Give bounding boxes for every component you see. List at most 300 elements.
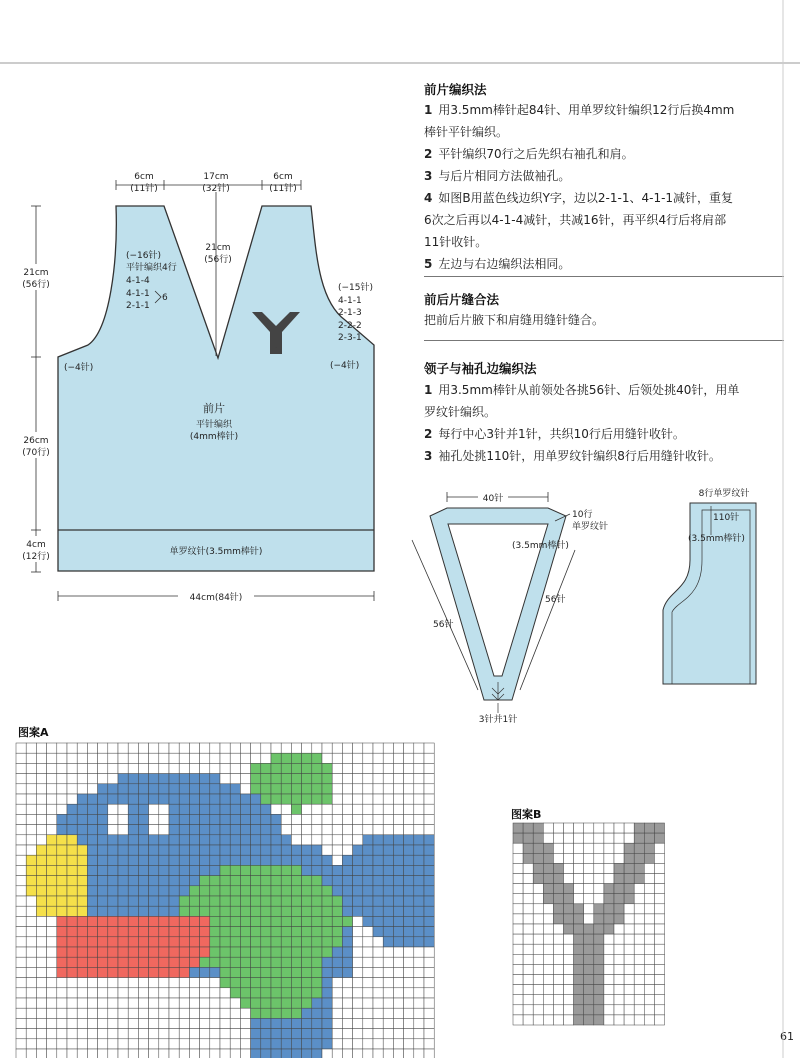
chart-cell [533, 964, 543, 974]
chart-cell [16, 774, 26, 784]
chart-cell [200, 794, 210, 804]
chart-cell [574, 833, 584, 843]
chart-cell [77, 825, 87, 835]
step-text: 平针编织70行之后先织右袖孔和肩。 [438, 147, 634, 161]
chart-cell [26, 774, 36, 784]
chart-cell [261, 998, 271, 1008]
chart-cell [189, 927, 199, 937]
chart-cell [383, 886, 393, 896]
chart-cell [383, 906, 393, 916]
chart-cell [220, 1049, 230, 1058]
chart-cell [149, 784, 159, 794]
chart-cell [108, 804, 118, 814]
chart-cell [353, 1049, 363, 1058]
chart-cell [424, 865, 434, 875]
chart-cell [261, 988, 271, 998]
chart-cell [261, 784, 271, 794]
chart-cell [36, 763, 46, 773]
chart-cell [553, 1015, 563, 1025]
chart-cell [523, 985, 533, 995]
chart-cell [353, 865, 363, 875]
chart-cell [118, 1039, 128, 1049]
chart-cell [302, 1018, 312, 1028]
chart-cell [230, 1018, 240, 1028]
chart-cell [26, 865, 36, 875]
chart-cell [624, 833, 634, 843]
chart-cell [624, 954, 634, 964]
chart-cell [240, 794, 250, 804]
chart-cell [98, 1008, 108, 1018]
chart-cell [159, 876, 169, 886]
chart-cell [118, 978, 128, 988]
chart-cell [220, 825, 230, 835]
chart-cell [644, 823, 654, 833]
chart-cell [342, 1049, 352, 1058]
chart-cell [424, 753, 434, 763]
chart-cell [98, 998, 108, 1008]
chart-cell [312, 1029, 322, 1039]
chart-cell [87, 978, 97, 988]
arm-dec-2: 2-1-3 [338, 308, 362, 318]
step-text: 左边与右边编织法相同。 [438, 257, 571, 271]
chart-cell [342, 774, 352, 784]
chart-cell [594, 924, 604, 934]
chart-cell [159, 927, 169, 937]
chart-cell [87, 763, 97, 773]
chart-cell [414, 865, 424, 875]
chart-cell [564, 863, 574, 873]
chart-cell [584, 863, 594, 873]
chart-cell [36, 865, 46, 875]
chart-cell [251, 906, 261, 916]
chart-cell [57, 886, 67, 896]
chart-cell [363, 916, 373, 926]
chart-cell [118, 1049, 128, 1058]
chart-cell [312, 947, 322, 957]
step-text: 袖孔处挑110针，用单罗纹针编织8行后用缝针收针。 [438, 449, 721, 463]
chart-cell [220, 957, 230, 967]
chart-cell [261, 927, 271, 937]
chart-cell [322, 1029, 332, 1039]
chart-cell [240, 855, 250, 865]
pattern-a-grid [16, 743, 434, 1058]
chart-cell [179, 855, 189, 865]
chart-cell [312, 998, 322, 1008]
chart-cell [36, 835, 46, 845]
chart-cell [604, 853, 614, 863]
chart-cell [240, 1008, 250, 1018]
chart-cell [342, 1008, 352, 1018]
chart-cell [77, 886, 87, 896]
chart-cell [251, 1008, 261, 1018]
chart-cell [332, 1018, 342, 1028]
chart-cell [118, 794, 128, 804]
left-arm-dec: (−4针) [64, 363, 94, 373]
chart-cell [302, 967, 312, 977]
chart-cell [523, 1005, 533, 1015]
chart-cell [634, 884, 644, 894]
chart-cell [312, 1018, 322, 1028]
chart-cell [414, 855, 424, 865]
chart-cell [118, 947, 128, 957]
chart-cell [128, 855, 138, 865]
chart-cell [312, 876, 322, 886]
chart-cell [251, 804, 261, 814]
chart-cell [291, 753, 301, 763]
chart-cell [594, 843, 604, 853]
chart-cell [624, 914, 634, 924]
chart-cell [654, 843, 664, 853]
chart-cell [302, 988, 312, 998]
chart-cell [159, 978, 169, 988]
chart-cell [342, 784, 352, 794]
chart-cell [533, 1005, 543, 1015]
chart-cell [138, 835, 148, 845]
chart-cell [322, 855, 332, 865]
chart-cell [138, 804, 148, 814]
chart-cell [261, 896, 271, 906]
chart-cell [36, 896, 46, 906]
chart-cell [291, 1008, 301, 1018]
chart-cell [543, 833, 553, 843]
chart-cell [271, 916, 281, 926]
chart-cell [414, 1049, 424, 1058]
chart-cell [363, 845, 373, 855]
neck-dec-2: 4-1-4 [126, 276, 150, 286]
chart-cell [291, 927, 301, 937]
chart-cell [302, 998, 312, 1008]
chart-cell [149, 896, 159, 906]
chart-cell [332, 988, 342, 998]
chart-cell [634, 863, 644, 873]
chart-cell [169, 845, 179, 855]
chart-cell [36, 855, 46, 865]
chart-cell [57, 967, 67, 977]
chart-cell [543, 934, 553, 944]
chart-cell [363, 886, 373, 896]
chart-cell [261, 886, 271, 896]
chart-cell [169, 998, 179, 1008]
chart-cell [353, 855, 363, 865]
chart-cell [353, 916, 363, 926]
chart-cell [281, 947, 291, 957]
chart-cell [312, 865, 322, 875]
chart-cell [353, 774, 363, 784]
chart-cell [200, 814, 210, 824]
step-text-cont: 罗纹针编织。 [424, 405, 497, 419]
chart-cell [128, 967, 138, 977]
chart-cell [128, 988, 138, 998]
chart-cell [624, 995, 634, 1005]
chart-cell [624, 874, 634, 884]
chart-cell [230, 855, 240, 865]
chart-cell [159, 794, 169, 804]
chart-cell [373, 784, 383, 794]
chart-cell [179, 927, 189, 937]
chart-cell [138, 906, 148, 916]
chart-cell [342, 763, 352, 773]
chart-cell [281, 886, 291, 896]
chart-cell [87, 855, 97, 865]
chart-cell [210, 927, 220, 937]
chart-cell [200, 1039, 210, 1049]
chart-cell [138, 916, 148, 926]
chart-cell [16, 845, 26, 855]
chart-cell [128, 937, 138, 947]
chart-cell [230, 845, 240, 855]
chart-cell [322, 825, 332, 835]
chart-cell [159, 763, 169, 773]
step-text: 用3.5mm棒针起84针、用单罗纹针编织12行后换4mm [438, 103, 735, 117]
chart-cell [312, 794, 322, 804]
chart-cell [230, 947, 240, 957]
chart-cell [57, 814, 67, 824]
chart-cell [179, 1049, 189, 1058]
chart-cell [16, 804, 26, 814]
chart-cell [261, 1018, 271, 1028]
chart-cell [240, 763, 250, 773]
chart-cell [36, 774, 46, 784]
chart-cell [149, 814, 159, 824]
chart-cell [624, 823, 634, 833]
chart-cell [614, 944, 624, 954]
chart-cell [240, 845, 250, 855]
chart-cell [108, 784, 118, 794]
chart-cell [353, 753, 363, 763]
chart-cell [179, 1008, 189, 1018]
chart-cell [98, 774, 108, 784]
chart-cell [98, 804, 108, 814]
chart-cell [363, 1008, 373, 1018]
chart-cell [393, 957, 403, 967]
chart-cell [281, 957, 291, 967]
chart-cell [654, 904, 664, 914]
chart-cell [261, 865, 271, 875]
chart-cell [342, 937, 352, 947]
chart-cell [16, 825, 26, 835]
chart-cell [363, 835, 373, 845]
chart-cell [179, 896, 189, 906]
chart-cell [67, 988, 77, 998]
chart-cell [230, 814, 240, 824]
chart-cell [404, 927, 414, 937]
chart-cell [654, 1015, 664, 1025]
chart-cell [543, 904, 553, 914]
chart-cell [533, 874, 543, 884]
chart-cell [513, 874, 523, 884]
chart-cell [281, 927, 291, 937]
chart-cell [230, 804, 240, 814]
chart-cell [179, 804, 189, 814]
chart-cell [312, 763, 322, 773]
chart-cell [210, 814, 220, 824]
chart-cell [404, 743, 414, 753]
chart-cell [47, 967, 57, 977]
chart-cell [332, 753, 342, 763]
chart-cell [77, 1039, 87, 1049]
chart-cell [393, 763, 403, 773]
left-h1-st: (56行) [22, 280, 50, 290]
front-method-title: 前片编织法 [424, 82, 487, 97]
chart-cell [654, 894, 664, 904]
chart-cell [210, 998, 220, 1008]
chart-cell [210, 1039, 220, 1049]
chart-cell [553, 884, 563, 894]
chart-cell [393, 865, 403, 875]
chart-cell [169, 988, 179, 998]
chart-cell [251, 835, 261, 845]
chart-cell [57, 804, 67, 814]
chart-cell [169, 1049, 179, 1058]
chart-cell [291, 774, 301, 784]
chart-cell [189, 876, 199, 886]
chart-cell [302, 957, 312, 967]
chart-cell [353, 967, 363, 977]
chart-cell [342, 825, 352, 835]
chart-cell [179, 886, 189, 896]
chart-cell [159, 784, 169, 794]
chart-cell [383, 753, 393, 763]
chart-cell [414, 814, 424, 824]
chart-cell [67, 1029, 77, 1039]
chart-cell [543, 894, 553, 904]
chart-cell [118, 763, 128, 773]
chart-cell [169, 763, 179, 773]
chart-cell [634, 964, 644, 974]
chart-cell [179, 978, 189, 988]
chart-cell [393, 947, 403, 957]
chart-cell [179, 845, 189, 855]
chart-cell [291, 967, 301, 977]
arm-dec-0: (−15针) [338, 283, 374, 293]
chart-cell [26, 916, 36, 926]
chart-cell [220, 784, 230, 794]
chart-cell [251, 743, 261, 753]
chart-cell [564, 884, 574, 894]
chart-cell [77, 896, 87, 906]
chart-cell [26, 1008, 36, 1018]
chart-cell [77, 763, 87, 773]
chart-cell [322, 763, 332, 773]
chart-cell [200, 784, 210, 794]
chart-cell [67, 967, 77, 977]
chart-cell [36, 937, 46, 947]
chart-cell [373, 835, 383, 845]
chart-cell [332, 947, 342, 957]
chart-cell [553, 924, 563, 934]
chart-cell [312, 855, 322, 865]
chart-cell [271, 804, 281, 814]
chart-cell [200, 835, 210, 845]
chart-cell [644, 833, 654, 843]
chart-cell [513, 884, 523, 894]
chart-cell [281, 906, 291, 916]
chart-cell [47, 957, 57, 967]
chart-cell [383, 763, 393, 773]
chart-cell [513, 863, 523, 873]
chart-cell [584, 934, 594, 944]
chart-cell [26, 784, 36, 794]
chart-cell [230, 967, 240, 977]
chart-cell [47, 814, 57, 824]
chart-cell [138, 967, 148, 977]
chart-cell [634, 914, 644, 924]
chart-cell [574, 904, 584, 914]
chart-cell [220, 1029, 230, 1039]
chart-cell [57, 1029, 67, 1039]
chart-cell [67, 896, 77, 906]
chart-cell [169, 865, 179, 875]
chart-cell [261, 957, 271, 967]
chart-cell [281, 937, 291, 947]
chart-cell [16, 753, 26, 763]
chart-cell [230, 937, 240, 947]
chart-cell [251, 855, 261, 865]
chart-cell [16, 896, 26, 906]
chart-cell [414, 784, 424, 794]
chart-cell [149, 855, 159, 865]
chart-cell [220, 743, 230, 753]
chart-cell [251, 784, 261, 794]
collar-right-st: 56针 [545, 595, 566, 605]
chart-cell [291, 825, 301, 835]
chart-cell [240, 916, 250, 926]
chart-cell [393, 967, 403, 977]
chart-cell [271, 794, 281, 804]
chart-cell [393, 774, 403, 784]
chart-cell [614, 1015, 624, 1025]
chart-cell [393, 743, 403, 753]
chart-cell [57, 1049, 67, 1058]
chart-cell [302, 825, 312, 835]
chart-cell [128, 774, 138, 784]
chart-cell [220, 937, 230, 947]
chart-cell [342, 753, 352, 763]
chart-cell [553, 863, 563, 873]
chart-cell [261, 1029, 271, 1039]
join-method-title: 前后片缝合法 [424, 292, 500, 307]
chart-cell [393, 998, 403, 1008]
chart-cell [179, 865, 189, 875]
chart-cell [200, 865, 210, 875]
chart-cell [16, 1049, 26, 1058]
chart-cell [281, 743, 291, 753]
chart-cell [57, 978, 67, 988]
chart-cell [312, 835, 322, 845]
chart-cell [302, 743, 312, 753]
chart-cell [281, 896, 291, 906]
chart-cell [138, 1049, 148, 1058]
chart-cell [189, 774, 199, 784]
chart-cell [383, 876, 393, 886]
chart-cell [564, 995, 574, 1005]
chart-cell [251, 865, 261, 875]
chart-cell [149, 957, 159, 967]
chart-cell [210, 845, 220, 855]
chart-cell [230, 896, 240, 906]
chart-cell [564, 934, 574, 944]
chart-cell [414, 825, 424, 835]
chart-cell [36, 988, 46, 998]
chart-cell [574, 863, 584, 873]
chart-cell [513, 894, 523, 904]
collar-top-st: 40针 [482, 494, 504, 504]
chart-cell [189, 804, 199, 814]
chart-cell [654, 995, 664, 1005]
chart-cell [564, 874, 574, 884]
chart-cell [342, 886, 352, 896]
chart-cell [210, 957, 220, 967]
